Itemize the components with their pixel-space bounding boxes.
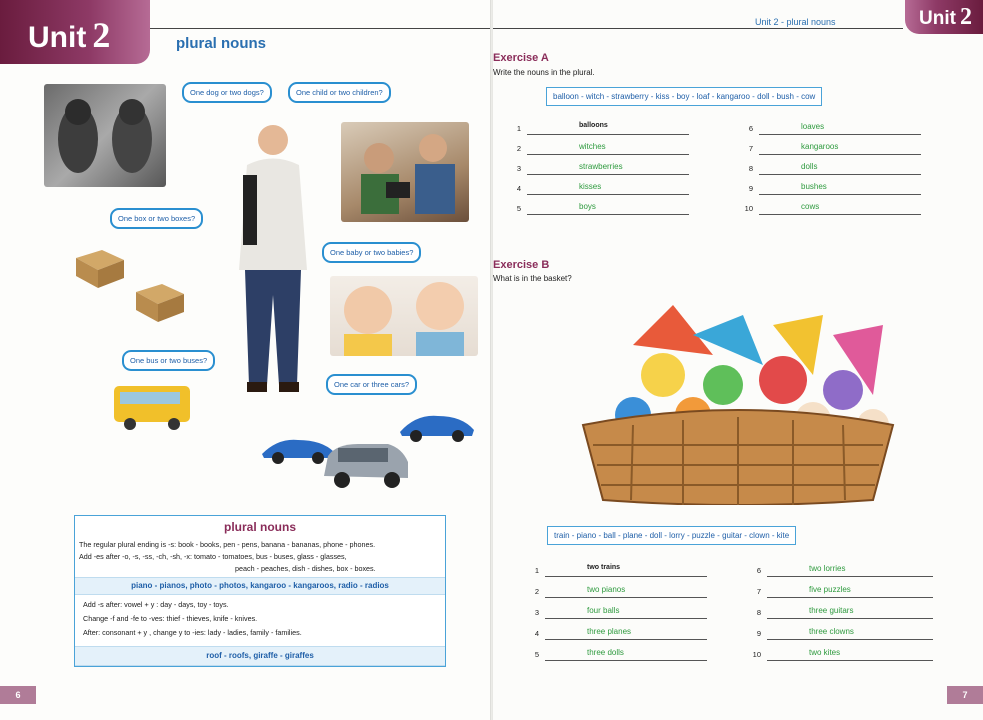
answer-text[interactable]: boys xyxy=(579,202,596,211)
answer-row xyxy=(509,122,691,136)
answer-line xyxy=(527,174,689,175)
answer-number: 3 xyxy=(534,608,539,617)
answer-text[interactable]: two kites xyxy=(809,648,841,657)
answer-row xyxy=(527,585,709,599)
answer-line xyxy=(545,597,707,598)
rule-es-continued: peach - peaches, dish - dishes, box - boxes. xyxy=(235,564,376,573)
box-image xyxy=(68,238,128,288)
answer-line xyxy=(767,576,933,577)
answer-number: 10 xyxy=(752,650,761,659)
answer-number: 9 xyxy=(748,184,753,193)
answer-number: 2 xyxy=(534,587,539,596)
answer-text[interactable]: dolls xyxy=(801,162,818,171)
left-page xyxy=(0,0,491,720)
answer-row xyxy=(527,627,709,641)
toy-basket-image xyxy=(573,295,903,505)
answer-line xyxy=(527,134,689,135)
divider xyxy=(493,28,903,29)
unit-tab xyxy=(0,0,150,64)
page-number: 6 xyxy=(0,686,36,704)
answer-line xyxy=(545,576,707,577)
answer-text[interactable]: three clowns xyxy=(809,627,854,636)
rule-es: Add -es after -o, -s, -ss, -ch, -sh, -x: tomato - tomatoes, bus - buses, glass - glasses, xyxy=(79,552,347,561)
answer-number: 9 xyxy=(756,629,761,638)
bus-image xyxy=(110,380,194,432)
unit-word: Unit xyxy=(28,21,87,54)
car-image xyxy=(396,406,478,446)
answer-row xyxy=(741,122,923,136)
answer-line xyxy=(545,639,707,640)
answer-number: 4 xyxy=(534,629,539,638)
bubble-dogs: One dog or two dogs? xyxy=(182,82,272,103)
rule-f-fe: Change -f and -fe to -ves: thief - thieves, knife - knives. xyxy=(83,614,258,623)
answer-number: 2 xyxy=(516,144,521,153)
running-header: Unit 2 - plural nouns xyxy=(755,17,836,27)
answer-line xyxy=(545,660,707,661)
man-image xyxy=(227,120,317,400)
answer-row xyxy=(741,162,923,176)
answer-text[interactable]: balloons xyxy=(579,122,608,129)
answer-text[interactable]: two lorries xyxy=(809,564,846,573)
answer-text[interactable]: two trains xyxy=(587,564,621,571)
answer-number: 3 xyxy=(516,164,521,173)
answer-number: 7 xyxy=(756,587,761,596)
bubble-buses: One bus or two buses? xyxy=(122,350,215,371)
answer-text[interactable]: five puzzles xyxy=(809,585,851,594)
exercise-a-title: Exercise A xyxy=(493,52,549,64)
answer-text[interactable]: loaves xyxy=(801,122,825,131)
bubble-children: One child or two children? xyxy=(288,82,391,103)
dogs-image xyxy=(44,84,166,187)
answer-row xyxy=(527,606,709,620)
answer-row xyxy=(741,202,923,216)
answer-text[interactable]: strawberries xyxy=(579,162,623,171)
answer-line xyxy=(527,194,689,195)
rule-o-exceptions: piano - pianos, photo - photos, kangaroo - kangaroos, radio - radios xyxy=(75,577,445,595)
answer-row xyxy=(527,564,709,578)
answer-row xyxy=(509,162,691,176)
page-title: plural nouns xyxy=(176,35,266,52)
right-page xyxy=(493,0,983,720)
answer-line xyxy=(527,214,689,215)
answer-line xyxy=(767,660,933,661)
answer-line xyxy=(759,214,921,215)
rule-f-exceptions: roof - roofs, giraffe - giraffes xyxy=(75,646,445,666)
answer-number: 8 xyxy=(756,608,761,617)
rules-title: plural nouns xyxy=(224,520,296,534)
answer-row xyxy=(749,585,935,599)
answer-line xyxy=(545,618,707,619)
answer-row xyxy=(741,182,923,196)
exercise-a-word-box: balloon - witch - strawberry - kiss - boy - loaf - kangaroo - doll - bush - cow xyxy=(546,87,822,106)
answer-number: 1 xyxy=(516,124,521,133)
answer-line xyxy=(759,174,921,175)
answer-text[interactable]: witches xyxy=(579,142,606,151)
answer-number: 10 xyxy=(744,204,753,213)
answer-line xyxy=(759,134,921,135)
exercise-a-instruction: Write the nouns in the plural. xyxy=(493,68,595,77)
answer-text[interactable]: four balls xyxy=(587,606,620,615)
answer-number: 5 xyxy=(534,650,539,659)
answer-text[interactable]: kangaroos xyxy=(801,142,839,151)
unit-tab xyxy=(905,0,983,34)
exercise-b-title: Exercise B xyxy=(493,259,550,271)
bubble-boxes: One box or two boxes? xyxy=(110,208,203,229)
answer-text[interactable]: two pianos xyxy=(587,585,626,594)
babies-image xyxy=(330,276,478,356)
answer-line xyxy=(767,639,933,640)
exercise-b-word-box: train - piano - ball - plane - doll - lorry - puzzle - guitar - clown - kite xyxy=(547,526,796,545)
answer-row xyxy=(741,142,923,156)
answer-row xyxy=(509,182,691,196)
answer-row xyxy=(749,627,935,641)
answer-row xyxy=(509,202,691,216)
answer-row xyxy=(749,648,935,662)
answer-number: 7 xyxy=(748,144,753,153)
unit-number: 2 xyxy=(92,15,111,55)
answer-line xyxy=(527,154,689,155)
answer-text[interactable]: three guitars xyxy=(809,606,854,615)
answer-number: 5 xyxy=(516,204,521,213)
bubble-cars: One car or three cars? xyxy=(326,374,417,395)
children-image xyxy=(341,122,469,222)
answer-line xyxy=(767,597,933,598)
bubble-babies: One baby or two babies? xyxy=(322,242,421,263)
answer-number: 8 xyxy=(748,164,753,173)
answer-text[interactable]: bushes xyxy=(801,182,827,191)
rule-consonant-y: After: consonant + y , change y to -ies: lady - ladies, family - families. xyxy=(83,628,302,637)
answer-line xyxy=(767,618,933,619)
box-image xyxy=(128,272,188,322)
answer-number: 1 xyxy=(534,566,539,575)
divider xyxy=(150,28,491,29)
answer-text[interactable]: three planes xyxy=(587,627,632,636)
rule-regular: The regular plural ending is -s: book - books, pen - pens, banana - bananas, phone - phones. xyxy=(79,540,376,549)
page-number: 7 xyxy=(947,686,983,704)
answer-row xyxy=(749,564,935,578)
unit-number: 2 xyxy=(959,4,972,30)
unit-word: Unit xyxy=(919,8,956,29)
answer-line xyxy=(759,194,921,195)
answer-number: 4 xyxy=(516,184,521,193)
answer-text[interactable]: cows xyxy=(801,202,820,211)
rule-vowel-y: Add -s after: vowel + y : day - days, toy - toys. xyxy=(83,600,229,609)
exercise-b-instruction: What is in the basket? xyxy=(493,274,572,283)
answer-text[interactable]: three dolls xyxy=(587,648,624,657)
answer-number: 6 xyxy=(748,124,753,133)
plural-rules-box xyxy=(74,515,446,667)
answer-row xyxy=(749,606,935,620)
answer-text[interactable]: kisses xyxy=(579,182,602,191)
answer-number: 6 xyxy=(756,566,761,575)
answer-row xyxy=(527,648,709,662)
answer-line xyxy=(759,154,921,155)
answer-row xyxy=(509,142,691,156)
